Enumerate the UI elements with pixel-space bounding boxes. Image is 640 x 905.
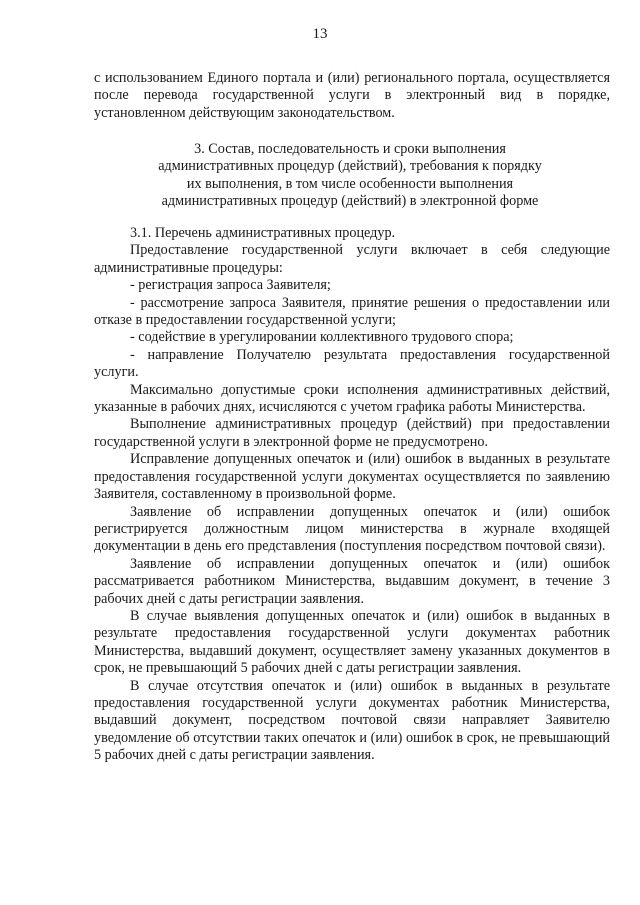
body-paragraph: Заявление об исправлении допущенных опечаток и (или) ошибок рассматривается работником Министерства, выдавшим документ, в течение 3 рабочих дней с даты регистрации заявления.: [94, 555, 610, 607]
section-heading-line: их выполнения, в том числе особенности выполнения: [186, 175, 514, 192]
body-paragraph: В случае отсутствия опечаток и (или) ошибок в выданных в результате предоставления государственной услуги документах работник Министерства, выдавший документ, посредством почтовой связи направляет Заявителю уведомление об отсутствии таких опечаток и (или) ошибок в срок, не превышающий 5 рабочих дней с даты регистрации заявления.: [94, 677, 610, 764]
page-number: 13: [312, 26, 328, 42]
section-body: [94, 225, 610, 765]
body-paragraph: Выполнение административных процедур (действий) при предоставлении государственной услуги в электронной форме не предусмотрено.: [94, 416, 610, 450]
section-heading: [120, 141, 580, 211]
procedures-intro: Предоставление государственной услуги включает в себя следующие административные процедуры:: [94, 242, 610, 276]
body-paragraph: Исправление допущенных опечаток и (или) ошибок в выданных в результате предоставления государственной услуги документах осуществляется по заявлению Заявителя, составленному в произвольной форме.: [94, 451, 610, 503]
procedure-list-item: - направление Получателю результата предоставления государственной услуги.: [94, 346, 610, 381]
procedure-list-item: - регистрация запроса Заявителя;: [130, 277, 331, 294]
body-paragraph: Заявление об исправлении допущенных опечаток и (или) ошибок регистрируется должностным лицом министерства в журнале входящей документации в день его представления (поступления посредством почтовой связи).: [94, 503, 610, 555]
section-heading-line: административных процедур (действий), требования к порядку: [158, 158, 542, 175]
body-paragraph: Максимально допустимые сроки исполнения административных действий, указанные в рабочих днях, исчисляются с учетом графика работы Министерства.: [94, 381, 610, 416]
intro-paragraph-block: [94, 70, 610, 122]
procedure-list-item: - содействие в урегулировании коллективного трудового спора;: [130, 329, 514, 346]
procedure-list-item: - рассмотрение запроса Заявителя, принятие решения о предоставлении или отказе в предоставлении государственной услуги;: [94, 294, 610, 329]
body-paragraph: В случае выявления допущенных опечаток и (или) ошибок в выданных в результате предоставления государственной услуги документах работник Министерства, выдавший документ, осуществляет замену указанных документов в срок, не превышающий 5 рабочих дней с даты регистрации заявления.: [94, 607, 610, 677]
section-heading-line: административных процедур (действий) в электронной форме: [161, 193, 539, 210]
intro-paragraph: с использованием Единого портала и (или) регионального портала, осуществляется после перевода государственной услуги в электронный вид в порядке, установленном действующим законодательством.: [94, 70, 610, 121]
subsection-title: 3.1. Перечень административных процедур.: [130, 225, 396, 241]
section-heading-line: 3. Состав, последовательность и сроки выполнения: [194, 141, 506, 157]
